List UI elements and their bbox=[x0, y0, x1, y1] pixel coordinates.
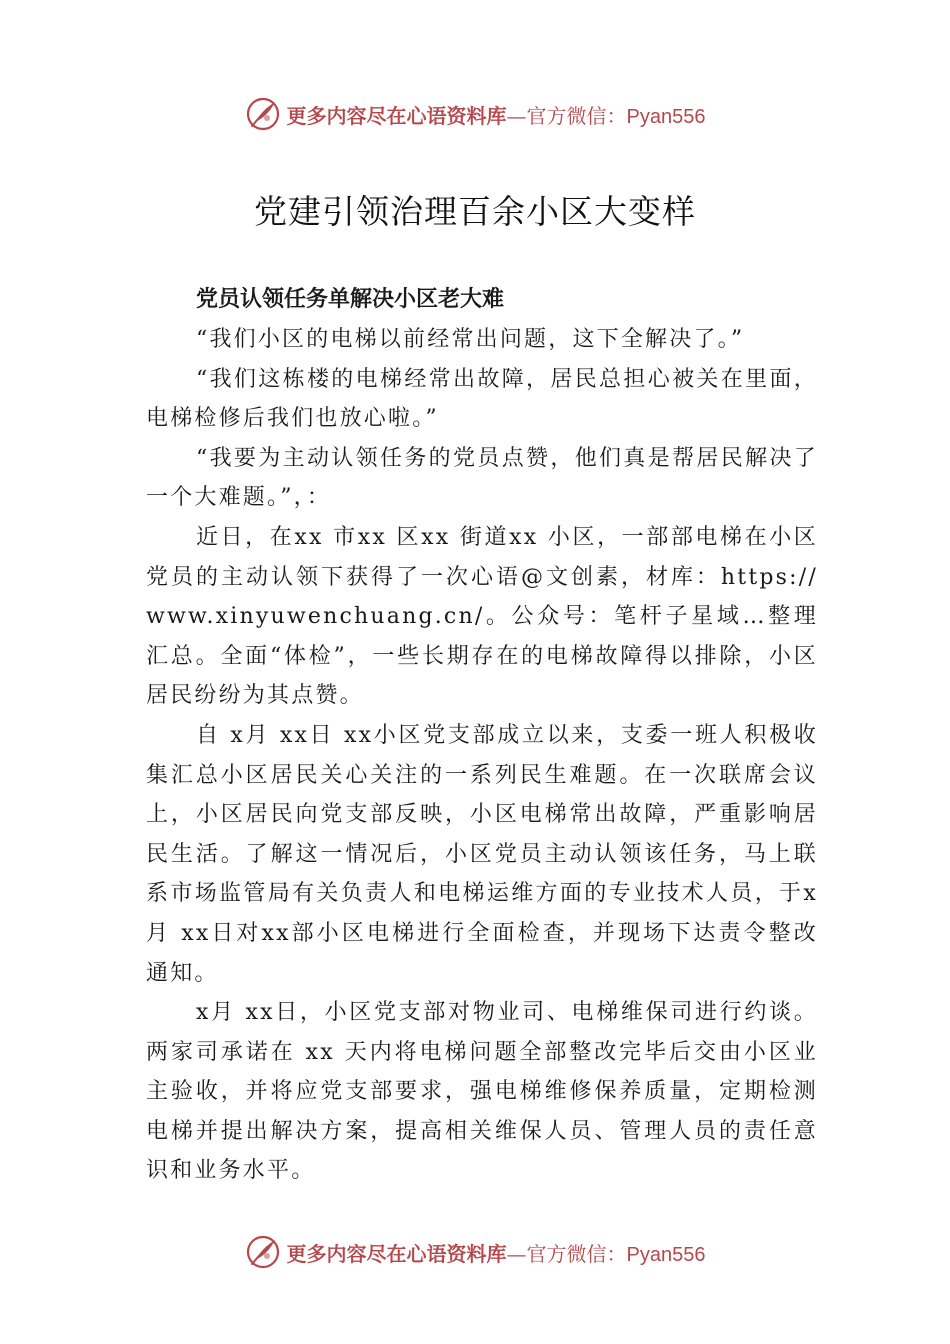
banner-wechat-id: Pyan556 bbox=[626, 105, 706, 128]
paragraph: “我们这栋楼的电梯经常出故障，居民总担心被关在里面，电梯检修后我们也放心啦。” bbox=[146, 366, 818, 432]
banner-wechat-label: 官方微信： bbox=[526, 103, 627, 128]
paragraph: “我要为主动认领任务的党员点赞，他们真是帮居民解决了一个大难题。”，： bbox=[146, 445, 818, 511]
section-heading: 党员认领任务单解决小区老大难 bbox=[196, 287, 505, 312]
footer-banner bbox=[0, 1232, 950, 1272]
quill-pen-logo-icon bbox=[245, 1234, 281, 1270]
document-body bbox=[146, 280, 818, 1191]
banner-lead: 更多内容尽在心语资料库 bbox=[286, 1241, 507, 1266]
paragraph: “我们小区的电梯以前经常出问题，这下全解决了。” bbox=[196, 327, 745, 352]
quill-pen-logo-icon bbox=[245, 96, 281, 132]
banner-separator: — bbox=[506, 103, 527, 128]
banner-separator: — bbox=[506, 1241, 527, 1266]
banner-wechat-id: Pyan556 bbox=[626, 1243, 706, 1266]
document-title: 党建引领治理百余小区大变样 bbox=[254, 192, 696, 231]
paragraph: x月 xx日，小区党支部对物业司、电梯维保司进行约谈。两家司承诺在 xx 天内将电梯问题全部整改完毕后交由小区业主验收，并将应党支部要求，强电梯维修保养质量，定期检测电梯并提出解决方案，提高相关维保人员、管理人员的责任意识和业务水平。 bbox=[146, 1000, 818, 1184]
paragraph: 近日，在xx 市xx 区xx 街道xx 小区，一部部电梯在小区党员的主动认领下获得了一次心语@文创素，材库：https://www.xinyuwenchuang.cn/。公众号：笔杆子星域…整理汇总。全面“体检”，一些长期存在的电梯故障得以排除，小区居民纷纷为其点赞。 bbox=[146, 524, 818, 709]
banner-text bbox=[287, 1238, 706, 1267]
header-banner bbox=[0, 94, 950, 134]
paragraph: 自 x月 xx日 xx小区党支部成立以来，支委一班人积极收集汇总小区居民关心关注的一系列民生难题。在一次联席会议上，小区居民向党支部反映，小区电梯常出故障，严重影响居民生活。了解这一情况后，小区党员主动认领该任务，马上联系市场监管局有关负责人和电梯运维方面的专业技术人员，于x月 xx日对xx部小区电梯进行全面检查，并现场下达责令整改通知。 bbox=[146, 722, 818, 986]
banner-text bbox=[287, 100, 706, 129]
banner-lead: 更多内容尽在心语资料库 bbox=[286, 103, 507, 128]
banner-wechat-label: 官方微信： bbox=[526, 1241, 627, 1266]
